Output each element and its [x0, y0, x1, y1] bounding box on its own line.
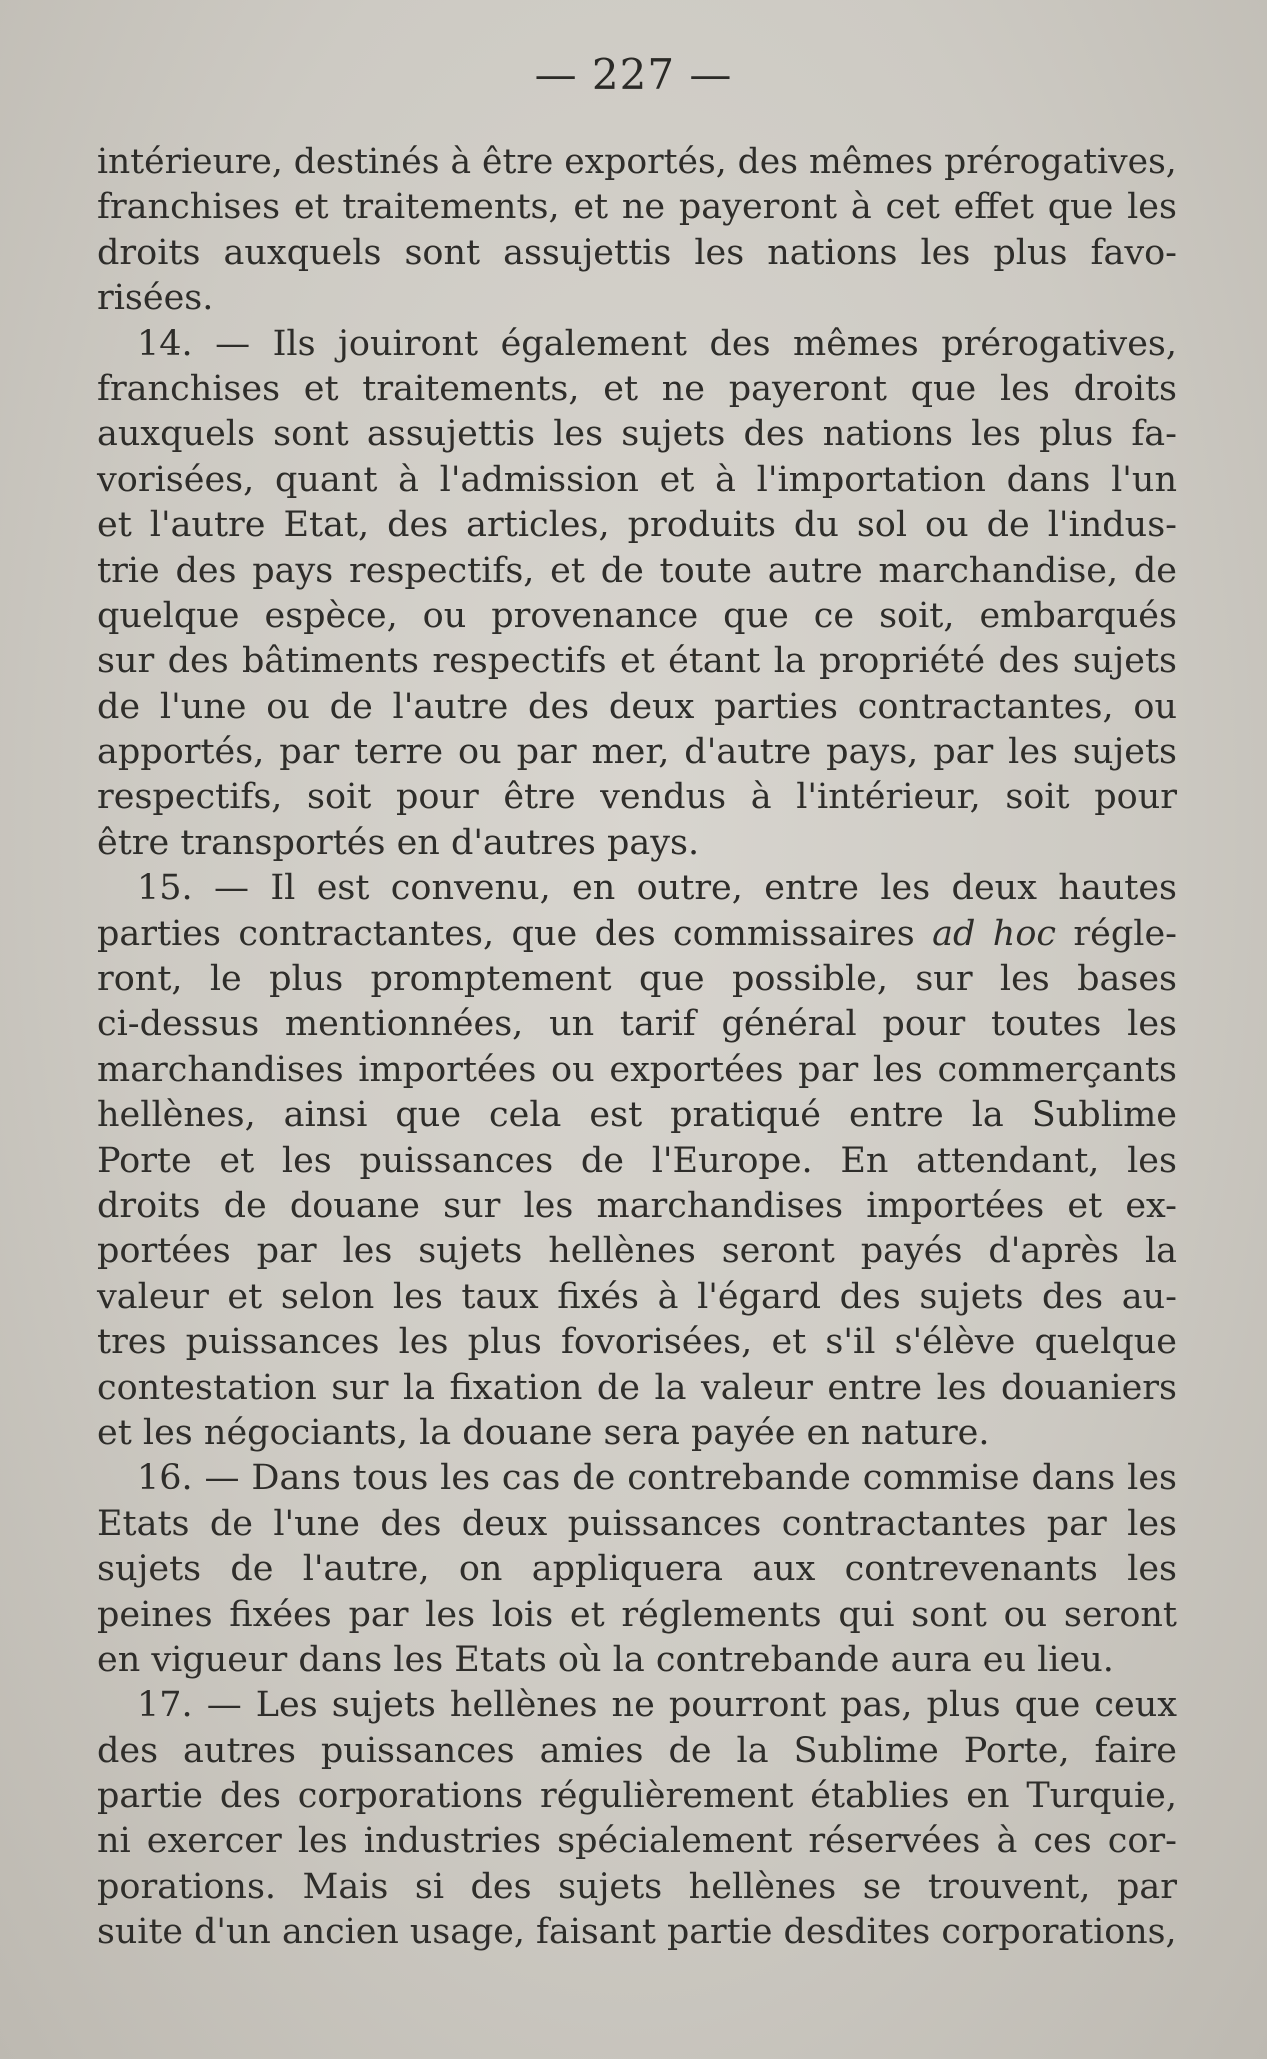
text-line [97, 639, 1177, 684]
text-line [97, 594, 1177, 639]
text-line-content: sur des bâtiments respectifs et étant la propriété des sujets [97, 641, 1177, 682]
body-text [97, 140, 1177, 1956]
text-line [97, 1456, 1177, 1501]
text-line-content: sujets de l'autre, on appliquera aux contrevenants les [97, 1549, 1177, 1590]
text-line [97, 458, 1177, 503]
text-line [97, 367, 1177, 412]
text-line [97, 1638, 1177, 1683]
text-line [97, 322, 1177, 367]
text-line-content: droits auxquels sont assujettis les nations les plus favo- [97, 232, 1177, 273]
text-line [97, 912, 1177, 957]
text-line-content: 15. — Il est convenu, en outre, entre les deux hautes [137, 868, 1177, 909]
text-line-content: contestation sur la fixation de la valeur entre les douaniers [97, 1367, 1177, 1408]
text-line-content: être transportés en d'autres pays. [97, 822, 700, 863]
text-line [97, 821, 1177, 866]
text-line-content: 17. — Les sujets hellènes ne pourront pas, plus que ceux [137, 1685, 1177, 1726]
text-line [97, 1229, 1177, 1274]
text-line [97, 1184, 1177, 1229]
text-line [97, 231, 1177, 276]
text-line-content: Porte et les puissances de l'Europe. En attendant, les [97, 1140, 1177, 1181]
text-line-content: porations. Mais si des sujets hellènes se trouvent, par [97, 1866, 1177, 1907]
italic-phrase: ad hoc [932, 913, 1056, 954]
text-line-content: marchandises importées ou exportées par les commerçants [97, 1049, 1177, 1090]
text-line [97, 1139, 1177, 1184]
text-line-content: trie des pays respectifs, et de toute autre marchandise, de [97, 550, 1177, 591]
text-line [97, 866, 1177, 911]
text-line-content: peines fixées par les lois et réglements qui sont ou seront [97, 1594, 1177, 1635]
text-line-content: 16. — Dans tous les cas de contrebande commise dans les [137, 1458, 1177, 1499]
text-line [97, 276, 1177, 321]
text-line-content: hellènes, ainsi que cela est pratiqué entre la Sublime [97, 1095, 1177, 1136]
text-line-content: respectifs, soit pour être vendus à l'intérieur, soit pour [97, 777, 1177, 818]
text-line-content: quelque espèce, ou provenance que ce soit, embarqués [97, 595, 1177, 636]
text-line-content: intérieure, destinés à être exportés, des mêmes prérogatives, [97, 142, 1177, 182]
text-line-content: ront, le plus promptement que possible, sur les bases [97, 959, 1177, 1000]
text-line-content: droits de douane sur les marchandises importées et ex- [97, 1185, 1177, 1226]
text-line [97, 1547, 1177, 1592]
text-line-content: de l'une ou de l'autre des deux parties contractantes, ou [97, 686, 1177, 727]
text-line [97, 1320, 1177, 1365]
text-line-content: partie des corporations régulièrement établies en Turquie, [97, 1776, 1177, 1817]
text-line [97, 1819, 1177, 1864]
text-line-content: risées. [97, 278, 214, 319]
text-line-content: suite d'un ancien usage, faisant partie desdites corporations, [97, 1912, 1177, 1953]
text-line-content: 14. — Ils jouiront également des mêmes prérogatives, [137, 323, 1177, 364]
text-line [97, 1865, 1177, 1910]
text-line-content: et l'autre Etat, des articles, produits du sol ou de l'indus- [97, 505, 1177, 546]
text-line-content: Etats de l'une des deux puissances contractantes par les [97, 1503, 1177, 1544]
text-line-content: et les négociants, la douane sera payée en nature. [97, 1412, 990, 1453]
text-line [97, 503, 1177, 548]
text-line-content: portées par les sujets hellènes seront payés d'après la [97, 1231, 1177, 1272]
text-line [97, 1593, 1177, 1638]
text-line-tail: régle- [1073, 913, 1177, 954]
text-line-content: en vigueur dans les Etats où la contrebande aura eu lieu. [97, 1639, 1114, 1680]
text-line [97, 1366, 1177, 1411]
text-line [97, 730, 1177, 775]
page-number: — 227 — [534, 50, 733, 99]
text-line [97, 1048, 1177, 1093]
text-line-content: apportés, par terre ou par mer, d'autre pays, par les sujets [97, 732, 1177, 773]
text-line [97, 1774, 1177, 1819]
text-line [97, 957, 1177, 1002]
text-line-content: franchises et traitements, et ne payeront que les droits [97, 368, 1177, 409]
text-line [97, 412, 1177, 457]
text-line [97, 1502, 1177, 1547]
text-line-content: des autres puissances amies de la Sublime Porte, faire [97, 1730, 1177, 1771]
text-line [97, 1093, 1177, 1138]
text-line-content: ci-dessus mentionnées, un tarif général pour toutes les [97, 1004, 1177, 1045]
text-line-content: franchises et traitements, et ne payeront à cet effet que les [97, 187, 1177, 228]
text-line [97, 1002, 1177, 1047]
text-line-content: auxquels sont assujettis les sujets des nations les plus fa- [97, 414, 1177, 455]
text-line-content: valeur et selon les taux fixés à l'égard des sujets des au- [97, 1276, 1177, 1317]
text-line [97, 1729, 1177, 1774]
text-line-content: ni exercer les industries spécialement réservées à ces cor- [97, 1821, 1177, 1862]
text-line [97, 775, 1177, 820]
text-line [97, 1411, 1177, 1456]
text-line [97, 685, 1177, 730]
text-line-content: parties contractantes, que des commissaires [97, 913, 915, 954]
text-line [97, 1683, 1177, 1728]
text-line [97, 140, 1177, 185]
text-line [97, 185, 1177, 230]
text-line [97, 1275, 1177, 1320]
text-line-content: tres puissances les plus fovorisées, et s'il s'élève quelque [97, 1322, 1177, 1363]
text-line [97, 1910, 1177, 1955]
text-line-content: vorisées, quant à l'admission et à l'importation dans l'un [97, 459, 1177, 500]
text-line [97, 549, 1177, 594]
